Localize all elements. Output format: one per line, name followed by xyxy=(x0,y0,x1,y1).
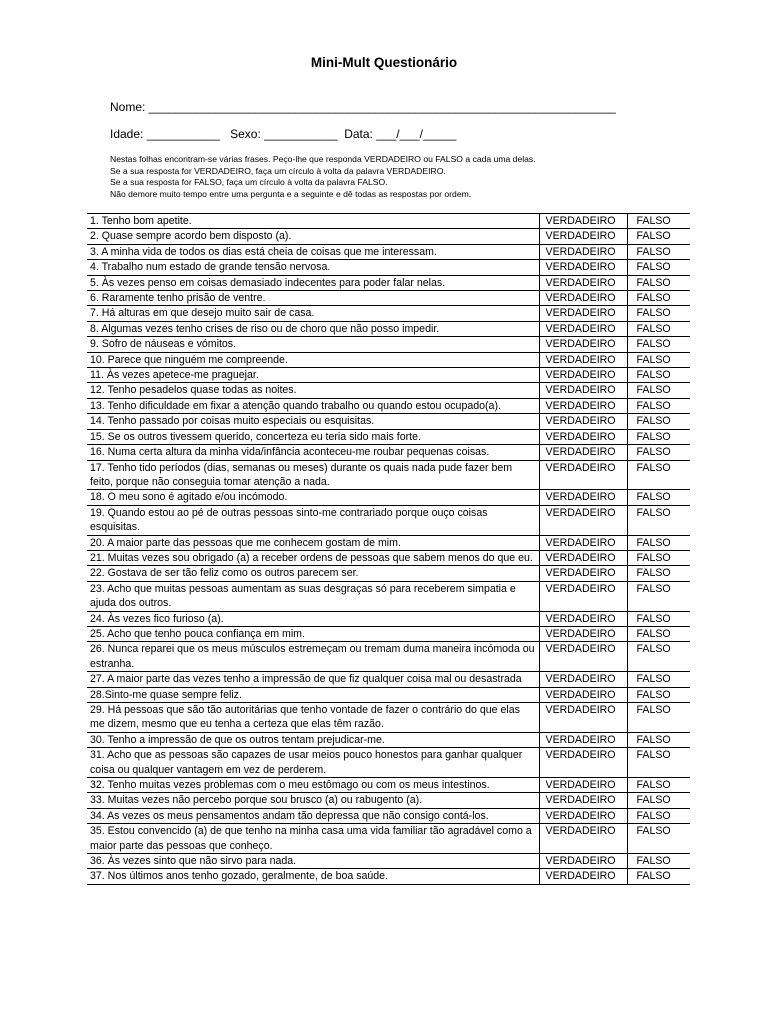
question-text: 21. Muitas vezes sou obrigado (a) a receber ordens de pessoas que sabem menos do que eu. xyxy=(87,550,539,565)
question-row xyxy=(87,321,690,336)
question-row xyxy=(87,793,690,808)
question-row xyxy=(87,626,690,641)
answer-true-option[interactable]: VERDADEIRO xyxy=(539,626,627,641)
answer-false-option[interactable]: FALSO xyxy=(627,321,690,336)
question-text: 22. Gostava de ser tão feliz como os outros parecem ser. xyxy=(87,566,539,581)
question-text: 36. Às vezes sinto que não sirvo para nada. xyxy=(87,854,539,869)
answer-false-option[interactable]: FALSO xyxy=(627,687,690,702)
question-text: 34. As vezes os meus pensamentos andam tão depressa que não consigo contá-los. xyxy=(87,808,539,823)
question-text: 35. Estou convencido (a) de que tenho na minha casa uma vida familiar tão agradável como a maior parte das pessoas que conheço. xyxy=(87,824,539,854)
question-row xyxy=(87,398,690,413)
question-row xyxy=(87,854,690,869)
question-row xyxy=(87,550,690,565)
question-text: 7. Há alturas em que desejo muito sair de casa. xyxy=(87,306,539,321)
answer-false-option[interactable]: FALSO xyxy=(627,566,690,581)
question-text: 12. Tenho pesadelos quase todas as noites. xyxy=(87,383,539,398)
answer-false-option[interactable]: FALSO xyxy=(627,260,690,275)
answer-true-option[interactable]: VERDADEIRO xyxy=(539,321,627,336)
question-row xyxy=(87,642,690,672)
answer-false-option[interactable]: FALSO xyxy=(627,672,690,687)
answer-false-option[interactable]: FALSO xyxy=(627,581,690,611)
question-row xyxy=(87,229,690,244)
question-row xyxy=(87,732,690,747)
answer-true-option[interactable]: VERDADEIRO xyxy=(539,672,627,687)
answer-true-option[interactable]: VERDADEIRO xyxy=(539,306,627,321)
question-text: 26. Nunca reparei que os meus músculos estremeçam ou tremam duma maneira incómoda ou estranha. xyxy=(87,642,539,672)
answer-true-option[interactable]: VERDADEIRO xyxy=(539,383,627,398)
question-text: 6. Raramente tenho prisão de ventre. xyxy=(87,291,539,306)
answer-true-option[interactable]: VERDADEIRO xyxy=(539,732,627,747)
answer-true-option[interactable]: VERDADEIRO xyxy=(539,414,627,429)
answer-false-option[interactable]: FALSO xyxy=(627,869,690,884)
question-text: 27. A maior parte das vezes tenho a impressão de que fiz qualquer coisa mal ou desastrada xyxy=(87,672,539,687)
answer-false-option[interactable]: FALSO xyxy=(627,854,690,869)
question-text: 8. Algumas vezes tenho crises de riso ou de choro que não posso impedir. xyxy=(87,321,539,336)
question-row xyxy=(87,581,690,611)
question-text: 19. Quando estou ao pé de outras pessoas sinto-me contrariado porque ouço coisas esquisitas. xyxy=(87,505,539,535)
question-text: 18. O meu sono é agitado e/ou incómodo. xyxy=(87,490,539,505)
question-text: 23. Acho que muitas pessoas aumentam as suas desgraças só para receberem simpatia e ajuda dos outros. xyxy=(87,581,539,611)
instructions xyxy=(110,154,710,201)
question-row xyxy=(87,352,690,367)
answer-false-option[interactable]: FALSO xyxy=(627,352,690,367)
question-row xyxy=(87,869,690,884)
question-row xyxy=(87,460,690,490)
question-text: 9. Sofro de náuseas e vómitos. xyxy=(87,337,539,352)
answer-true-option[interactable]: VERDADEIRO xyxy=(539,869,627,884)
question-row xyxy=(87,778,690,793)
answer-false-option[interactable]: FALSO xyxy=(627,505,690,535)
answer-false-option[interactable]: FALSO xyxy=(627,368,690,383)
instruction-line: Nestas folhas encontram-se várias frases. Peço-lhe que responda VERDADEIRO ou FALSO a cada uma delas. xyxy=(110,154,536,164)
question-text: 20. A maior parte das pessoas que me conhecem gostam de mim. xyxy=(87,535,539,550)
answer-false-option[interactable]: FALSO xyxy=(627,429,690,444)
answer-true-option[interactable]: VERDADEIRO xyxy=(539,445,627,460)
question-row xyxy=(87,445,690,460)
question-text: 31. Acho que as pessoas são capazes de usar meios pouco honestos para ganhar qualquer coisa ou qualquer vantagem em vez de perderem. xyxy=(87,748,539,778)
answer-true-option[interactable]: VERDADEIRO xyxy=(539,337,627,352)
answer-true-option[interactable]: VERDADEIRO xyxy=(539,566,627,581)
question-text: 3. A minha vida de todos os dias está cheia de coisas que me interessam. xyxy=(87,244,539,259)
name-field[interactable]: Nome: ______________________________________________________________________ xyxy=(110,100,616,114)
question-row xyxy=(87,260,690,275)
question-row xyxy=(87,306,690,321)
answer-true-option[interactable]: VERDADEIRO xyxy=(539,244,627,259)
answer-true-option[interactable]: VERDADEIRO xyxy=(539,229,627,244)
question-text: 37. Nos últimos anos tenho gozado, geralmente, de boa saúde. xyxy=(87,869,539,884)
answer-false-option[interactable]: FALSO xyxy=(627,337,690,352)
question-text: 32. Tenho muitas vezes problemas com o meu estômago ou com os meus intestinos. xyxy=(87,778,539,793)
answer-false-option[interactable]: FALSO xyxy=(627,398,690,413)
answer-false-option[interactable]: FALSO xyxy=(627,703,690,733)
question-text: 17. Tenho tido períodos (dias, semanas ou meses) durante os quais nada pude fazer bem feito, porque não conseguia tomar atenção a nada. xyxy=(87,460,539,490)
question-row xyxy=(87,368,690,383)
answer-true-option[interactable]: VERDADEIRO xyxy=(539,535,627,550)
answer-true-option[interactable]: VERDADEIRO xyxy=(539,214,627,229)
answer-true-option[interactable]: VERDADEIRO xyxy=(539,460,627,490)
question-row xyxy=(87,414,690,429)
question-row xyxy=(87,429,690,444)
answer-false-option[interactable]: FALSO xyxy=(627,414,690,429)
answer-true-option[interactable]: VERDADEIRO xyxy=(539,581,627,611)
answer-true-option[interactable]: VERDADEIRO xyxy=(539,642,627,672)
question-text: 30. Tenho a impressão de que os outros tentam prejudicar-me. xyxy=(87,732,539,747)
answer-true-option[interactable]: VERDADEIRO xyxy=(539,854,627,869)
age-sex-date-fields[interactable]: Idade: ___________ Sexo: ___________ Data: ___/___/_____ xyxy=(110,127,457,141)
question-text: 16. Numa certa altura da minha vida/infância aconteceu-me roubar pequenas coisas. xyxy=(87,445,539,460)
question-text: 24. Às vezes fico furioso (a). xyxy=(87,611,539,626)
instruction-line: Não demore muito tempo entre uma pergunta e a seguinte e dê todas as respostas por ordem. xyxy=(110,189,472,200)
answer-false-option[interactable]: FALSO xyxy=(627,778,690,793)
answer-true-option[interactable]: VERDADEIRO xyxy=(539,778,627,793)
question-text: 2. Quase sempre acordo bem disposto (a). xyxy=(87,229,539,244)
question-row xyxy=(87,824,690,854)
answer-true-option[interactable]: VERDADEIRO xyxy=(539,808,627,823)
instruction-line: Se a sua resposta for FALSO, faça um círculo à volta da palavra FALSO. xyxy=(110,177,388,188)
question-row xyxy=(87,490,690,505)
answer-false-option[interactable]: FALSO xyxy=(627,808,690,823)
question-row xyxy=(87,687,690,702)
answer-true-option[interactable]: VERDADEIRO xyxy=(539,368,627,383)
page-title: Mini-Mult Questionário xyxy=(310,55,458,70)
answer-false-option[interactable]: FALSO xyxy=(627,214,690,229)
question-row xyxy=(87,535,690,550)
answer-true-option[interactable]: VERDADEIRO xyxy=(539,748,627,778)
answer-false-option[interactable]: FALSO xyxy=(627,383,690,398)
question-row xyxy=(87,383,690,398)
question-text: 5. Às vezes penso em coisas demasiado indecentes para poder falar nelas. xyxy=(87,275,539,290)
answer-true-option[interactable]: VERDADEIRO xyxy=(539,352,627,367)
answer-true-option[interactable]: VERDADEIRO xyxy=(539,703,627,733)
answer-false-option[interactable]: FALSO xyxy=(627,306,690,321)
question-row xyxy=(87,611,690,626)
question-row xyxy=(87,275,690,290)
question-row xyxy=(87,748,690,778)
question-text: 25. Acho que tenho pouca confiança em mim. xyxy=(87,626,539,641)
question-row xyxy=(87,808,690,823)
question-text: 4. Trabalho num estado de grande tensão nervosa. xyxy=(87,260,539,275)
answer-false-option[interactable]: FALSO xyxy=(627,748,690,778)
question-row xyxy=(87,244,690,259)
answer-true-option[interactable]: VERDADEIRO xyxy=(539,824,627,854)
question-text: 29. Há pessoas que são tão autoritárias que tenho vontade de fazer o contrário do que elas me dizem, mesmo que eu tenha a certeza que elas têm razão. xyxy=(87,703,539,733)
answer-true-option[interactable]: VERDADEIRO xyxy=(539,550,627,565)
answer-false-option[interactable]: FALSO xyxy=(627,793,690,808)
question-text: 11. Às vezes apetece-me praguejar. xyxy=(87,368,539,383)
question-text: 33. Muitas vezes não percebo porque sou brusco (a) ou rabugento (a). xyxy=(87,793,539,808)
answer-false-option[interactable]: FALSO xyxy=(627,535,690,550)
answer-false-option[interactable]: FALSO xyxy=(627,490,690,505)
question-text: 15. Se os outros tivessem querido, concerteza eu teria sido mais forte. xyxy=(87,429,539,444)
question-text: 10. Parece que ninguém me compreende. xyxy=(87,352,539,367)
question-row xyxy=(87,672,690,687)
answer-true-option[interactable]: VERDADEIRO xyxy=(539,398,627,413)
answer-false-option[interactable]: FALSO xyxy=(627,229,690,244)
question-row xyxy=(87,291,690,306)
question-text: 13. Tenho dificuldade em fixar a atenção quando trabalho ou quando estou ocupado(a). xyxy=(87,398,539,413)
question-row xyxy=(87,337,690,352)
answer-true-option[interactable]: VERDADEIRO xyxy=(539,687,627,702)
answer-false-option[interactable]: FALSO xyxy=(627,445,690,460)
answer-true-option[interactable]: VERDADEIRO xyxy=(539,260,627,275)
answer-true-option[interactable]: VERDADEIRO xyxy=(539,275,627,290)
answer-true-option[interactable]: VERDADEIRO xyxy=(539,611,627,626)
instruction-line: Se a sua resposta for VERDADEIRO, faça um círculo à volta da palavra VERDADEIRO. xyxy=(110,165,446,176)
answer-false-option[interactable]: FALSO xyxy=(627,550,690,565)
answer-false-option[interactable]: FALSO xyxy=(627,460,690,490)
question-row xyxy=(87,505,690,535)
answer-true-option[interactable]: VERDADEIRO xyxy=(539,291,627,306)
answer-true-option[interactable]: VERDADEIRO xyxy=(539,490,627,505)
questions-table xyxy=(87,213,690,885)
answer-false-option[interactable]: FALSO xyxy=(627,275,690,290)
answer-false-option[interactable]: FALSO xyxy=(627,824,690,854)
answer-false-option[interactable]: FALSO xyxy=(627,291,690,306)
question-row xyxy=(87,566,690,581)
question-text: 14. Tenho passado por coisas muito especiais ou esquisitas. xyxy=(87,414,539,429)
answer-false-option[interactable]: FALSO xyxy=(627,642,690,672)
answer-false-option[interactable]: FALSO xyxy=(627,611,690,626)
answer-false-option[interactable]: FALSO xyxy=(627,626,690,641)
question-row xyxy=(87,703,690,733)
question-text: 28.Sinto-me quase sempre feliz. xyxy=(87,687,539,702)
question-text: 1. Tenho bom apetite. xyxy=(87,214,539,229)
answer-false-option[interactable]: FALSO xyxy=(627,732,690,747)
question-row xyxy=(87,214,690,229)
answer-true-option[interactable]: VERDADEIRO xyxy=(539,429,627,444)
answer-true-option[interactable]: VERDADEIRO xyxy=(539,505,627,535)
questions-table-body xyxy=(87,214,690,885)
answer-true-option[interactable]: VERDADEIRO xyxy=(539,793,627,808)
answer-false-option[interactable]: FALSO xyxy=(627,244,690,259)
